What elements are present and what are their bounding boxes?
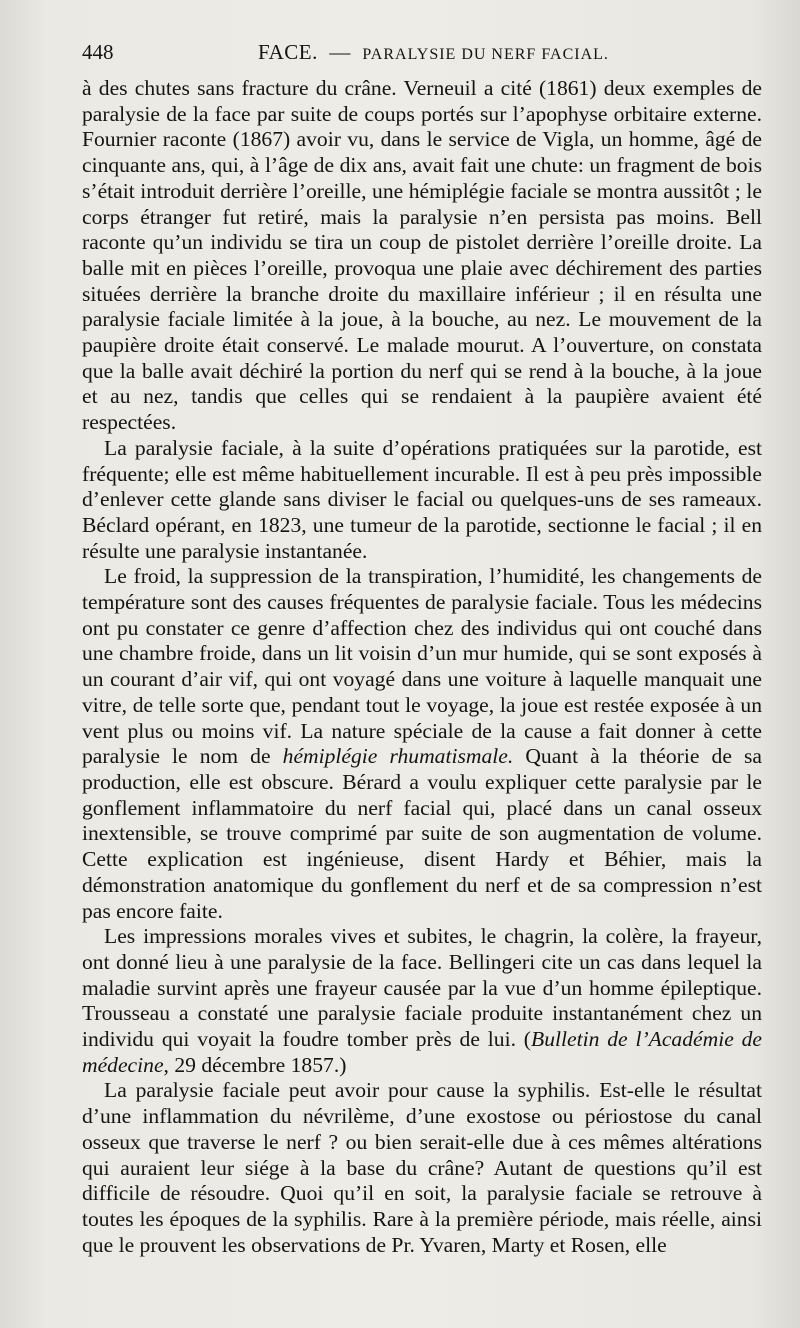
running-title-main: FACE.: [258, 40, 318, 64]
paragraph: [82, 924, 762, 1078]
body-text: [82, 76, 762, 1258]
paragraph: [82, 76, 762, 436]
paragraph-text: Les impressions morales vives et subites, le chagrin, la colère, la frayeur, ont donné lieu à une paralysie de la face. Bellingeri cite un cas dans lequel la maladie survint après une frayeur causée par la vue d’un homme épileptique. Trousseau a constaté une paralysie faciale produite instantanément chez un individu qui voyait la foudre tomber près de lui. (: [82, 924, 762, 1052]
paragraph: [82, 1078, 762, 1258]
paragraph: [82, 564, 762, 924]
paragraph-text: à des chutes sans fracture du crâne. Verneuil a cité (1861) deux exemples de paralysie de la face par suite de coups portés sur l’apophyse orbitaire externe. Fournier raconte (1867) avoir vu, dans le service de Vigla, un homme, âgé de cinquante ans, qui, à l’âge de dix ans, avait fait une chute: un fragment de bois s’était introduit derrière l’oreille, une hémiplégie faciale se montra aussitôt ; le corps étranger fut retiré, mais la paralysie n’en persista pas moins. Bell raconte qu’un individu se tira un coup de pistolet derrière l’oreille droite. La balle mit en pièces l’oreille, provoqua une plaie avec déchirement des parties situées derrière la branche droite du maxillaire inférieur ; il en résulta une paralysie faciale limitée à la joue, à la bouche, au nez. Le mouvement de la paupière droite était conservé. Le malade mourut. A l’ouverture, on constata que la balle avait déchiré la portion du nerf qui se rend à la bouche, à la joue et au nez, tandis que celles qui se rendaient à la paupière avaient été respectées.: [82, 76, 762, 435]
italic-text: Bulletin de l’Académie de médecine: [82, 1027, 763, 1077]
italic-text: hémiplégie rhumatismale.: [282, 744, 514, 769]
page-header: [82, 40, 762, 74]
paragraph-text: Quant à la théorie de sa production, elle est obscure. Bérard a voulu expliquer cette paralysie par le gonflement inflammatoire du nerf facial qui, placé dans un canal osseux inextensible, se trouve comprimé par suite de son augmentation de volume. Cette explication est ingénieuse, disent Hardy et Béhier, mais la démonstration anatomique du gonflement du nerf et de sa compression n’est pas encore faite.: [82, 744, 762, 923]
paragraph-text: , 29 décembre 1857.): [163, 1052, 347, 1077]
paragraph-text: La paralysie faciale, à la suite d’opérations pratiquées sur la parotide, est fréquente; elle est même habituellement incurable. Il est à peu près impossible d’enlever cette glande sans diviser le facial ou quelques-uns de ses rameaux. Béclard opérant, en 1823, une tumeur de la parotide, sectionne le facial ; il en résulte une paralysie instantanée.: [82, 435, 762, 563]
paragraph-text: La paralysie faciale peut avoir pour cause la syphilis. Est-elle le résultat d’une inflammation du névrilème, d’une exostose ou périostose du canal osseux que traverse le nerf ? ou bien serait-elle due à ces mêmes altérations qui auraient leur siége à la base du crâne? Autant de questions qu’il est difficile de résoudre. Quoi qu’il en soit, la paralysie faciale se retrouve à toutes les époques de la syphilis. Rare à la première période, mais réelle, ainsi que le prouvent les observations de Pr. Yvaren, Marty et Rosen, elle: [82, 1078, 762, 1257]
running-title-sub: PARALYSIE DU NERF FACIAL.: [362, 46, 609, 63]
running-title-dash: —: [329, 40, 351, 64]
page-number: 448: [82, 40, 114, 64]
paragraph-text: Le froid, la suppression de la transpiration, l’humidité, les changements de température sont des causes fréquentes de paralysie faciale. Tous les médecins ont pu constater ce genre d’affection chez des individus qui ont couché dans une chambre froide, dans un lit voisin d’un mur humide, qui se sont exposés à un courant d’air vif, qui ont voyagé dans une voiture à laquelle manquait une vitre, de telle sorte que, pendant tout le voyage, la joue est restée exposée à un vent plus ou moins vif. La nature spéciale de la cause a fait donner à cette paralysie le nom de: [82, 564, 762, 769]
running-title: [258, 40, 609, 65]
paragraph: [82, 436, 762, 565]
